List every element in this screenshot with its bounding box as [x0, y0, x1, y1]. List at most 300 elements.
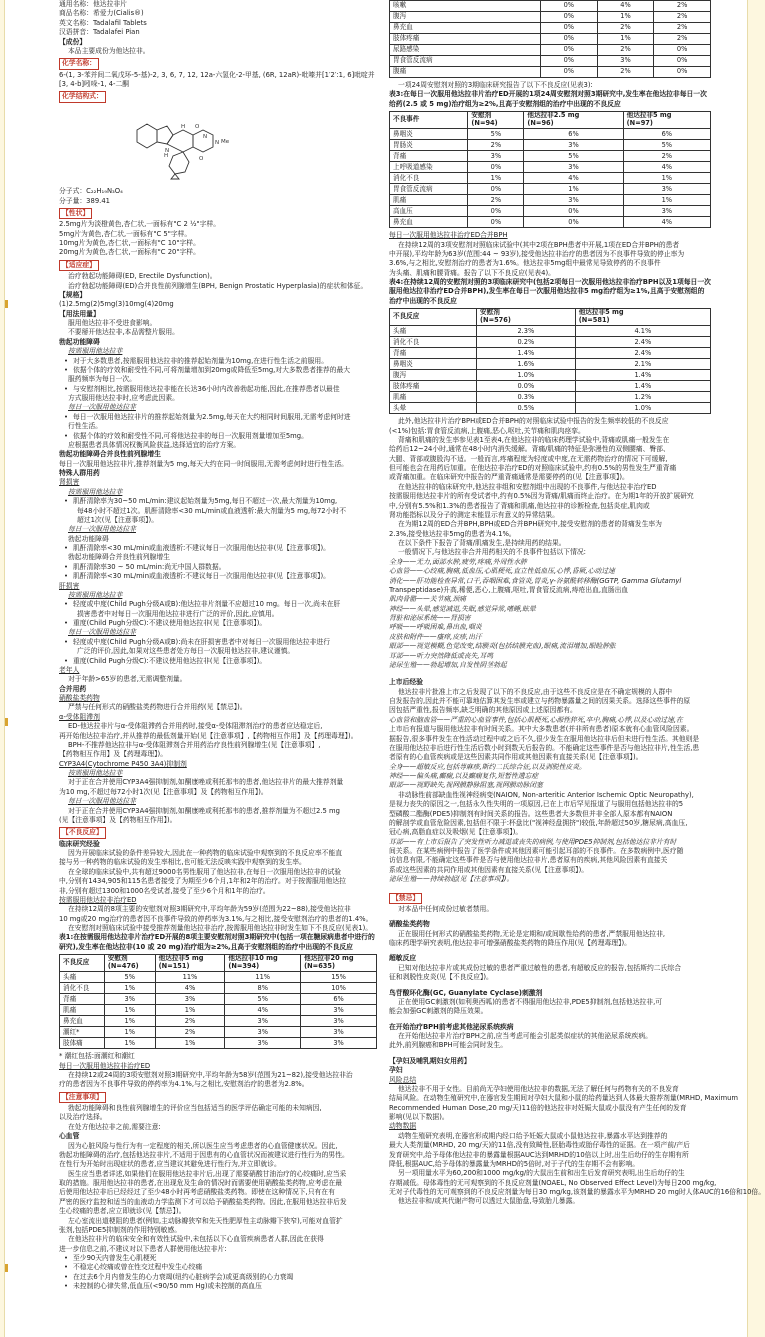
svg-text:O: O [195, 123, 200, 130]
pregnancy-text: 降低,根据AUC,给予母体的暴露量为MRHD的5倍时,对于子代的生存期不会有影响。 [389, 1159, 640, 1168]
table3-header-row [390, 112, 711, 129]
adverse-system-line: 神经——头晕,感觉减退,失眠,感觉异常,嗜睡,眩晕 [389, 604, 536, 613]
adverse-text: 按需服用他达拉非片的所有受试者中,约有0.5%因为背痛/肌痛而终止治疗。在为期1年的开放扩展研究 [389, 492, 694, 501]
usage-text: ED-他达拉非片与α-受体阻滞药合并用药时,接受α-受体阻滞剂治疗的患者应达稳定后, [68, 722, 323, 731]
table-cell: 2% [654, 34, 711, 45]
table-row [390, 151, 711, 162]
usage-text: 对于年龄>65岁的患者,无需调整剂量。 [68, 675, 187, 684]
table-cell: 0.2% [477, 337, 576, 348]
chemical-name-text: 6-(1, 3-苯并间二氧戊环-5-基)-2, 3, 6, 7, 12, 12a-六氢化-2-甲基, (6R, 12aR)-吡嗪并[1′2′:1, 6]吡啶并 [59, 70, 375, 79]
adverse-text: (<1%)包括:胃食管反流病,上腹痛,恶心,呕吐,关节痛和肌肉痉挛。 [389, 426, 585, 435]
table-cell: 潮红* [60, 1027, 105, 1038]
table-cell: 2% [468, 195, 524, 206]
table-cell: 3% [155, 994, 225, 1005]
adverse-text: 中,分别有5.5%和1.3%的患者报告了背痛和肌痛,他达拉非的诊断检查,包括炎症,肌肉或 [389, 501, 650, 510]
table-cell: 0% [541, 12, 598, 23]
table-cell: 1% [104, 1038, 155, 1049]
table-cell: 0% [524, 206, 623, 217]
table-cell: 0.3% [477, 392, 576, 403]
adverse-text: 10 mg或20 mg治疗的患者因不良事件导致的停药率为3.1%,与之相比,接受安慰剂治疗的患者的1.4%。 [59, 914, 373, 923]
svg-text:N: N [165, 147, 170, 154]
table-cell: 3% [225, 1038, 301, 1049]
adverse-system-line: 心血管——心绞痛,胸痛,低血压,心肌梗死,直立性低血压,心悸,昏厥,心动过速 [389, 567, 615, 576]
post-marketing-text: 访信息有限,不能确定这些事件是否与使用他达拉非片,患者原有的疾病,其他风险因素有直接关 [389, 856, 668, 865]
table-row [60, 1005, 377, 1016]
table4-header-cell: 他达拉非5 mg (N=581) [575, 309, 710, 326]
table-cell: 头晕 [390, 403, 477, 414]
table-cell: 0% [541, 1, 598, 12]
svg-text:Me: Me [221, 138, 230, 145]
table-cell: 0% [541, 67, 598, 78]
table-row [390, 12, 711, 23]
adverse-system-line: 消化——肝功能检查异常,口干,吞咽困难,食管炎,胃炎,γ-谷氨酰转移酶(GGTP, Gamma Glutamyl [389, 576, 682, 585]
usage-subheading: 每日一次服用他达拉非 [68, 628, 136, 637]
table3-caption: 表3:在每日一次服用他达拉非片治疗ED开展的1项24周安慰剂对照3期研究中,发生率在他达拉非每日一次给药(2.5 或 5 mg)治疗组为≥2%,且高于安慰剂组的治疗中出现的不良反应 [389, 90, 707, 108]
table-cell: 6% [301, 994, 377, 1005]
post-marketing-text: 泌尿生殖——持续勃起(见【注意事项】)。 [389, 875, 514, 884]
table-cell: 3% [468, 151, 524, 162]
table-row [60, 1038, 377, 1049]
cautions-text: 张剂,包括PDE5抑制剂的作用特别敏感。 [59, 1225, 182, 1234]
traits-text: 10mg片为黄色,杏仁状,一面标有"C 10"字样。 [59, 239, 200, 247]
table1-header-cell: 安慰剂 (N=476) [104, 955, 155, 972]
table-cell: 1% [623, 173, 710, 184]
table-row [60, 1016, 377, 1027]
usage-text: 每48小时不超过1次。肌酐清除率<30 mL/min或血液透析:最大剂量为5 mg,每72小时不 [77, 506, 347, 515]
adverse-system-line: Transpeptidase)升高,稀便,恶心,上腹痛,呕吐,胃食管反流病,痔疮出血,直肠出血 [389, 585, 629, 594]
table-cell: 5% [468, 129, 524, 140]
usage-subheading: 硝酸盐类药物 [59, 694, 100, 702]
drug-english-name: 英文名称：Tadalafil Tablets [59, 18, 147, 27]
table-cell: 11% [155, 972, 225, 983]
table-cell: 0.0% [477, 381, 576, 392]
table-row [390, 23, 711, 34]
table-cell: 0% [541, 45, 598, 56]
adverse-text: 疗的患者因为不良事件导致的停药率为4.1%,与之相比,安慰剂治疗的患者为2.8%。 [59, 1080, 309, 1089]
table-cell: 1% [623, 195, 710, 206]
contraindications-text: 正在服用任何形式的硝酸盐类药物,无论是定期和/或间歇性给药的患者,严禁服用他达拉非, [398, 929, 666, 938]
table-row [390, 67, 711, 78]
table-row [390, 140, 711, 151]
adverse-text: 为头痛、肌痛和腰背痛。报告了以下不良反应(见表4)。 [389, 268, 555, 277]
table-cell: 肌痛 [60, 1005, 105, 1016]
usage-subheading: 勃起功能障碍合并良性前列腺增生 [59, 450, 161, 459]
chemical-name-label: 化学名称： [59, 58, 99, 69]
usage-subheading: 勃起功能障碍 [68, 534, 109, 543]
table-row [390, 195, 711, 206]
table-cell: 1% [597, 12, 654, 23]
indications-text: 治疗勃起功能障碍(ED, Erectile Dysfunction)。 [68, 272, 217, 281]
table1-header-row [60, 955, 377, 972]
table4-header-row [390, 309, 711, 326]
table-cell: 1.4% [575, 370, 710, 381]
table-cell: 3% [225, 1016, 301, 1027]
table-cell: 2% [155, 1016, 225, 1027]
table-cell: 肌痛 [390, 392, 477, 403]
cautions-text: 勃起功能障碍和良性前列腺增生的评价应当包括适当的医学评估确定可能的未知病因, [68, 1104, 322, 1112]
table-cell: 肌痛 [390, 195, 468, 206]
cautions-text: 以及治疗选择。 [59, 1113, 107, 1122]
table-cell: 胃食管反流病 [390, 56, 541, 67]
contraindications-text: 此外,前列腺癌和BPH可能会同时发生。 [389, 1041, 507, 1050]
adverse-system-line: 耳部——听力突然降低或丧失,耳鸣 [389, 651, 494, 660]
pregnancy-text: 最大人类剂量(MRHD, 20 mg/天)的11倍,没有致畸性,胚胎毒性或胎仔毒性的证据。在一项产前/产后 [389, 1141, 690, 1150]
table-row [390, 370, 711, 381]
table1-header-cell: 他达拉非5 mg (N=151) [155, 955, 225, 972]
pregnancy-text: Recommended Human Dose,20 mg/天)11倍的他达拉非对妊娠大鼠或小鼠没有产生任何的发育 [389, 1103, 687, 1112]
table4-caption: 表4:在持续12周的安慰剂对照的3项临床研究中(包括2项每日一次服用他达拉非治疗BPH以及1项每日一次服用他达拉非治疗ED合并BPH),发生率在每日一次服用他达拉非5 mg治疗组为≥1%,且高于安慰剂组的治疗中出现的不良反应 [389, 278, 711, 305]
traits-heading: 【性状】 [59, 208, 92, 219]
table-cell: 0% [468, 184, 524, 195]
usage-text: • 重度(Child Pugh分级C):不建议使用他达拉非(见【注意事项】)。 [59, 657, 377, 666]
table-cell: 0% [654, 56, 711, 67]
usage-text: 严禁与任何形式的硝酸盐类药物进行合并用药(见【禁忌】)。 [68, 703, 247, 712]
cautions-text: 医生应当患者详述,如果他们在服用他达拉非片后,出现了需要硝酸甘油治疗的心绞痛时,应当采 [68, 1169, 347, 1178]
table-cell: 0% [654, 67, 711, 78]
traits-text: 20mg片为黄色,杏仁状,一面标有"C 20"字样。 [59, 248, 200, 257]
table-cell: 4% [524, 173, 623, 184]
cautions-text: 左心室流出道梗阻的患者(例如,主动脉瓣狭窄和先天性肥厚性主动脉瓣下狭窄),可能对血管扩 [68, 1216, 343, 1225]
table-cell: 鼻咽炎 [390, 129, 468, 140]
table-cell: 6% [623, 129, 710, 140]
table-cell: 2% [623, 151, 710, 162]
usage-text: • 肌酐清除率<30 mL/min或血液透析:不建议每日一次服用他达拉非(见【注意事项】)。 [59, 572, 377, 581]
table-cell: 2% [654, 12, 711, 23]
adverse-text: 中开展),平均年龄为63岁(范围:44 ~ 93岁),接受他达拉非治疗的患者因为不良事件导致的停止率为 [389, 249, 685, 258]
document-page [4, 0, 765, 1337]
table-cell: 头痛 [60, 972, 105, 983]
table-cell: 3% [104, 994, 155, 1005]
adverse-text: 3.6%,与之相比,安慰剂治疗的患者为1.6%。他达拉非5mg组中最常见导致停药的不良事件 [389, 259, 661, 268]
table-row [390, 217, 711, 228]
usage-text: BPH-不推荐他达拉非与α-受体阻滞剂合并用药治疗良性前列腺增生(见【注意事项】, [68, 740, 321, 749]
usage-text: 损害患者中对每日一次服用他达拉非进行广泛的评价,因此,应慎用。 [77, 609, 279, 618]
adverse-text: 在以下条件下报告了背痛/肌痛发生,是持续用药的结果。 [398, 539, 566, 547]
table-cell: 3% [623, 206, 710, 217]
table-cell: 11% [225, 972, 301, 983]
table-cell: 2% [468, 140, 524, 151]
composition-heading: 【成份】 [59, 37, 87, 46]
cautions-list-item: • 在过去6个月内曾发生的心力衰竭(纽约心脏病学会)或更高级别的心力衰竭 [59, 1273, 377, 1282]
post-marketing-text: 型磷酸二酯酶(PDE5)抑制剂有时间关系的报告。这些患者大多数但并非全部人原本都有NAION [389, 809, 673, 818]
table-cell: 0% [541, 23, 598, 34]
indications-heading: 【适应症】 [59, 260, 99, 271]
adverse-heading: 【不良反应】 [59, 827, 106, 838]
contraindications-text: 对本品中任何成份过敏者禁用。 [398, 904, 494, 913]
table-cell: 消化不良 [60, 983, 105, 994]
post-marketing-text: 是视力丧失的原因之一,包括永久性失明的一项原因,已在上市后罕见报道了与服用包括他达拉非的5 [389, 800, 684, 809]
table-cell: 15% [301, 972, 377, 983]
cautions-text: 在他达拉非片的临床安全和有效性试验中,未包括以下心血管疾病患者人群,因此在获得 [68, 1235, 324, 1244]
cautions-text: 进一步信息之前,不建议对以下患者人群使用他达拉非片: [59, 1244, 227, 1253]
table-cell: 鼻充血 [60, 1016, 105, 1027]
table-cell: 1% [524, 184, 623, 195]
usage-subheading: 每日一次服用他达拉非 [68, 797, 136, 806]
chemical-structure-diagram [129, 108, 259, 180]
usage-text: 服用他达拉非不受进食影响。 [68, 319, 157, 327]
table-cell: 高血压 [390, 206, 468, 217]
usage-text: • 依据个体的疗效和耐受性不同,可将他达拉非的每日一次服用剂量增加至5mg。 [59, 432, 377, 441]
table-cell: 1.0% [575, 403, 710, 414]
adverse-text: 在为期12周的ED合并BPH,BPH或ED合并BPH研究中,接受安慰剂的患者的背痛发生率为 [398, 520, 662, 529]
usage-text: 对于正在合并使用CYP3A4强抑制剂,如酮康唑或利托那韦的患者,他达拉非片的最大推荐剂量 [68, 778, 344, 787]
post-marketing-text: 者原有的心血管疾病或是这些因素共同作用或其他因素有直接关系(见【注意事项】)。 [389, 753, 643, 762]
pregnancy-text: 他达拉非和/或其代谢产物可以透过大鼠胎盘,导致胎儿暴露。 [398, 1197, 580, 1206]
usage-subheading: 按需服用他达拉非 [68, 590, 123, 599]
usage-text: • 对于大多数患者,按需服用他达拉非的推荐起始剂量为10mg,在进行性生活之前服用。 [59, 357, 377, 366]
table-cell: 10% [301, 983, 377, 994]
table-cell: 1.4% [477, 348, 576, 359]
adverse-table-4 [389, 308, 711, 414]
post-marketing-heading: 上市后经验 [389, 678, 423, 687]
post-marketing-text: 冠心病,高脂血症以及吸烟(见【注意事项】)。 [389, 828, 523, 837]
adverse-text: 但可能也会在用药后加重。在他达拉非治疗ED的对照临床试验中,约有0.5%的男性发生严重背痛 [389, 464, 677, 472]
contraindications-text: 能会加强GC刺激剂的降压效果。 [389, 1007, 488, 1016]
usage-heading: 【用法用量】 [59, 309, 100, 318]
cautions-text: 取的措施。服用他达拉非的患者,在出现危及生命的情况时而需要使用硝酸盐类药物,应考虑在最 [59, 1179, 342, 1187]
usage-subheading: 每日一次服用他达拉非 [68, 403, 136, 412]
cautions-list-item: • 至少90天内曾发生心肌梗死 [59, 1254, 377, 1263]
adverse-system-line: 呼吸——呼吸困难,鼻出血,咽炎 [389, 623, 482, 632]
table1-header-cell: 他达拉非20 mg (N=635) [301, 955, 377, 972]
post-marketing-text: 神经——偏头痛,癫痫,以及癫痫复作,短暂性遗忘症 [389, 772, 539, 780]
usage-text: • 肌酐清除率30 ~ 50 mL/min:尚无中国人群数据。 [59, 563, 377, 572]
table3-header-cell: 他达拉非2.5 mg (N=96) [524, 112, 623, 129]
table-cell: 消化不良 [390, 173, 468, 184]
table-cell: 0% [654, 45, 711, 56]
contraindications-text: 临床药理学研究表明,他达拉非可增强硝酸盐类药物的降压作用(见【药理毒理】)。 [389, 939, 631, 947]
post-marketing-text: 他达拉非片批准上市之后发现了以下的不良反应,由于这些不良反应是在不确定规模的人群中 [398, 687, 673, 696]
usage-text: • 轻度或中度(Child Pugh分级A或B):他达拉非片剂量不应超过10 mg。每日一次,尚未在肝 [59, 600, 377, 609]
usage-text: 不要掰开他达拉非,本品需整片服用。 [68, 328, 179, 337]
pregnancy-text: 无对子代毒性的无可观察到的不良反应剂量为每日30 mg/kg,该剂量的暴露水平为MRHD 20 mg时人体AUC的16倍和10倍。 [389, 1188, 765, 1196]
post-marketing-text: 间关系。在某些病例中报告了医学条件或其他因素可能引起耳部的不良事件。在多数病例中,医疗随 [389, 847, 684, 855]
pregnancy-text: 动物生殖研究表明,在器官形成期内经口给予妊娠大鼠或小鼠他达拉非,暴露水平达到推荐的 [398, 1131, 668, 1140]
usage-text: 再开始他达拉非治疗,并从推荐的最低剂量开始(见【注意事项】,【药物相互作用】及【药理毒理】)。 [59, 731, 358, 740]
post-marketing-text: 的解剖学或血管危险因素,包括但不限于:杯盘比("视神经盘拥挤")较低,年龄超过50岁,糖尿病,高血压, [389, 818, 688, 827]
adverse-system-line: 肌肉骨骼——关节痛,颈痛 [389, 595, 466, 604]
table-cell: 3% [524, 140, 623, 151]
adverse-text: 在安慰剂对照临床试验中接受推荐剂量他达拉非治疗,按需服用他达拉非时发生如下不良反应(见表1)。 [68, 924, 373, 932]
table4-header-cell: 安慰剂 (N=576) [477, 309, 576, 326]
table-cell: 1.0% [477, 370, 576, 381]
usage-subheading: 勃起功能障碍合并良性前列腺增生 [68, 553, 170, 562]
specs-heading: 【规格】 [59, 290, 87, 299]
adverse-text: 给药后12~24小时,通常在48小时内消失缓解。背痛/肌痛的特征是弥漫性的双侧腰痛、臀部、 [389, 445, 670, 454]
table-cell: 1% [597, 34, 654, 45]
table-cell: 3% [301, 1016, 377, 1027]
table-cell: 2.1% [575, 359, 710, 370]
table-cell: 4% [597, 1, 654, 12]
adverse-text: 接与另一种药物的临床试验的发生率相比,也可能无法反映实践中观察到的发生率。 [59, 858, 306, 867]
pregnancy-text: 另一项用量水平为60,200和1000 mg/kg/的大鼠出生前和出生后发育研究表明,出生后幼仔的生 [398, 1169, 685, 1178]
adverse-text: 一项24周安慰剂对照的3期临床研究报告了以下不良反应(见表3): [398, 81, 593, 89]
usage-text: 超过1次(见【注意事项】)。 [77, 515, 158, 524]
margin-marker [5, 718, 8, 726]
adverse-table-1 [59, 954, 377, 1049]
cautions-heading: 【注意事项】 [59, 1092, 106, 1103]
adverse-text: 背痛和肌痛的发生率参见表1至表4,在他达拉非的临床药理学试验中,背痛或肌痛一般发生在 [398, 435, 670, 444]
pregnancy-heading: 【孕妇及哺乳期妇女用药】 [389, 1056, 471, 1065]
table-cell: 2% [597, 45, 654, 56]
molecular-formula: 分子式：C₂₂H₁₉N₃O₄ [59, 187, 123, 196]
table-cell: 0% [541, 56, 598, 67]
usage-text: • 肌酐清除率<30 mL/min或血液透析:不建议每日一次服用他达拉非(见【注意事项】)。 [59, 544, 377, 553]
post-marketing-text: 在服用他达拉非后进行性生活后数小时到数天后报告的。不能确定这些事件是否与他达拉非片,性生活,患 [389, 743, 700, 752]
margin-marker [5, 300, 8, 308]
svg-text:H: H [164, 152, 169, 159]
table-cell: 2% [654, 1, 711, 12]
usage-text: 行性生活。 [68, 422, 102, 431]
contraindications-subheading: 在开始治疗BPH前考虑其他泌尿系统疾病 [389, 1022, 514, 1031]
usage-subheading: 肝损害 [59, 581, 80, 590]
table-cell: 肢体疼痛 [390, 34, 541, 45]
post-marketing-text: 上市后有报道与服用他达拉非有时间关系。其中大多数患者(并非所有患者)原本就有心血管风险因素。 [389, 725, 694, 734]
cautions-list-item: • 未控制的心律失常,低血压(<90/50 mm Hg)或未控制的高血压 [59, 1282, 377, 1291]
table-cell: 咳嗽 [390, 1, 541, 12]
table-cell: 5% [225, 994, 301, 1005]
svg-text:N: N [215, 139, 220, 146]
adverse-text: 中,分别有1434,905和115名患者接受了为期至少6个月,1年和2年的治疗。对于按需服用他达拉 [59, 877, 346, 886]
table-cell: 上呼吸道感染 [390, 162, 468, 173]
adverse-system-line: 眼部——视觉模糊,色觉改变,结膜炎(包括结膜充血),眼痛,流泪增加,眼睑肿胀 [389, 642, 616, 651]
usage-subheading: α-受体阻滞剂 [59, 712, 100, 721]
adverse-text: 或背痛加重。在临床研究中报告的严重背痛通常是需要停药的(见【注意事项】)。 [389, 473, 629, 482]
table-cell: 3% [301, 1027, 377, 1038]
table-row [390, 337, 711, 348]
table-cell: 腹泻 [390, 370, 477, 381]
adverse-subheading: 临床研究经验 [59, 839, 100, 848]
table-cell: 胃食管反流病 [390, 184, 468, 195]
table-cell: 1% [155, 1038, 225, 1049]
adverse-text: 非,分别有超过1300和1000名受试者,接受了至少6个月和1年的治疗。 [59, 886, 270, 895]
molecular-weight: 分子量：389.41 [59, 196, 110, 205]
table-row [390, 206, 711, 217]
table-cell: 2.4% [575, 348, 710, 359]
table-row [390, 381, 711, 392]
table-cell: 3% [623, 184, 710, 195]
drug-common-name: 通用名称：他达拉非片 [59, 0, 127, 8]
cautions-text: 后使用他达拉非后已经经过了至少48小时再考虑硝酸盐类药物。即使在这种情况下,只有在有 [59, 1188, 335, 1197]
table-cell: 背痛 [390, 151, 468, 162]
table-cell: 胃肠炎 [390, 140, 468, 151]
table-cell: 0% [541, 34, 598, 45]
table-row [390, 359, 711, 370]
adverse-subheading: 每日一次服用他达拉非治疗ED合并BPH [389, 231, 508, 240]
table-cell: 1% [104, 1016, 155, 1027]
adverse-system-line: 泌尿生殖——勃起增加,自发性阴茎勃起 [389, 660, 507, 669]
table1-header-cell: 他达拉非10 mg (N=394) [225, 955, 301, 972]
pregnancy-text: 发育研究中,给予母体他达拉非的暴露量根据AUC达到MRHD的10倍以上时,出生后幼仔的生存期有所 [389, 1150, 689, 1159]
contraindications-text: 正在使用GC刺激剂(如利奥西呱)的患者不得服用他达拉非,PDE5抑制剂,包括他达拉非,可 [398, 997, 663, 1006]
composition-text: 本品主要成份为他达拉非。 [68, 46, 150, 55]
table-cell: 背痛 [390, 348, 477, 359]
table-cell: 3% [597, 56, 654, 67]
table-cell: 鼻充血 [390, 23, 541, 34]
table1-note: * 潮红包括:面潮红和潮红 [59, 1052, 135, 1061]
table-cell: 4% [225, 1005, 301, 1016]
pregnancy-subheading: 风险总结 [389, 1075, 417, 1084]
adverse-text: 在他达拉非的临床研究中,他达拉非组和安慰剂组中出现的不良事件,与他达拉非治疗ED [398, 482, 657, 491]
table-cell: 1.6% [477, 359, 576, 370]
cautions-text: 因为心脏风险与性行为有一定程度的相关,所以医生应当考虑患者的心血管健康状况。因此, [68, 1141, 338, 1150]
post-marketing-text: 心血管和脑血管——严重的心血管事件,包括心肌梗死,心源性猝死,卒中,胸痛,心悸,以及心动过速,在 [389, 715, 683, 724]
usage-text: 对于正在合并使用CYP3A4强抑制剂,如酮康唑或利托那韦的患者,推荐剂量为不超过2.5 mg [68, 806, 340, 815]
table-cell: 4.1% [575, 326, 710, 337]
contraindications-subheading: 超敏反应 [389, 954, 417, 963]
pregnancy-text: 他达拉非不用于女性。目前尚无孕妇使用他达拉非的数据,无法了解任何与药物有关的不良发育 [398, 1084, 679, 1093]
table1-header-cell: 不良反应 [60, 955, 105, 972]
table-cell: 鼻咽炎 [390, 359, 477, 370]
usage-text: 应根据患者具体情况权衡风险获益,选择适宜的治疗方案。 [68, 440, 241, 449]
adverse-text: 大腿、背部或腹股沟不适。一般而言,疼痛程度为轻度或中度,在无需药物治疗的情况下可缓解, [389, 454, 668, 463]
table-cell: 2% [155, 1027, 225, 1038]
contraindications-text: 已知对他达拉非片或其成份过敏的患者严重过敏性的患者,有超敏反应的报告,包括斯约二氏综合 [398, 963, 681, 972]
table-cell: 0% [468, 206, 524, 217]
table-row [390, 162, 711, 173]
usage-subheading: CYP3A4(Cytochrome P450 3A4)抑制剂 [59, 759, 187, 768]
post-marketing-text: 系或这些因素的共同作用或其他因素有直接关系(见【注意事项】)。 [389, 865, 589, 874]
usage-text: (见【注意事项】及【药物相互作用】)。 [59, 815, 177, 824]
usage-subheading: 按需服用他达拉非 [68, 487, 123, 496]
adverse-text: 因为开展临床试验的条件差异较大,因此在一种药物的临床试验中观察到的不良反应率不能直 [68, 849, 343, 857]
adverse-text: 2.3%,接受他达拉非5mg的患者为4.1%。 [389, 529, 516, 538]
table-cell: 背痛 [60, 994, 105, 1005]
usage-text: 【药物相互作用】及【药理毒理】)。 [59, 750, 168, 759]
table-cell: 8% [225, 983, 301, 994]
table-cell: 4% [155, 983, 225, 994]
cautions-text: 生心绞痛的患者,应立即就诊(见【禁忌】)。 [59, 1207, 186, 1216]
table-row [60, 994, 377, 1005]
usage-text: 广泛的评价,因此,如果对这些患者处方每日一次服用他达拉非,建议谨慎。 [77, 647, 295, 656]
drug-trade-name: 商品名称：希爱力(Cialis®) [59, 9, 144, 18]
post-marketing-text: 据报告,很多事件发生在性活动过程中或之后不久,很少发生在服用他达拉非后但未进行性生活。其他则是 [389, 734, 700, 743]
usage-text: 方式服用他达拉非时,应考虑此因素。 [68, 394, 179, 402]
pregnancy-text: 影响(见以下数据)。 [389, 1113, 449, 1121]
table-cell: 3% [301, 1038, 377, 1049]
adverse-text: 在持续12或24周的3项安慰剂对照3期研究中,平均年龄为58岁(范围为21~82),接受他达拉非治 [68, 1070, 353, 1079]
table-cell: 5% [104, 972, 155, 983]
table-cell: 1% [155, 1005, 225, 1016]
table-cell: 1% [104, 1027, 155, 1038]
usage-subheading: 按需服用他达拉非 [68, 769, 123, 777]
table-row [390, 326, 711, 337]
adverse-table-3 [389, 111, 711, 228]
drug-pinyin-name: 汉语拼音：Tadalafei Pian [59, 28, 140, 37]
table-row [390, 129, 711, 140]
table-cell: 消化不良 [390, 337, 477, 348]
table-cell: 1% [104, 983, 155, 994]
table-cell: 1% [104, 1005, 155, 1016]
pregnancy-text: 结局风险。在动物生殖研究中,在器官发生期间对孕妇大鼠和小鼠的给药量达到人体最大推荐剂量(MRHD, Maximum [389, 1094, 739, 1103]
table-row [390, 403, 711, 414]
adverse-system-line: 肾脏和泌尿系统——肾损害 [389, 614, 471, 622]
adverse-text: 在持续12周的8项主要的安慰剂对照3期研究中,平均年龄为59岁(范围为22~88),接受他达拉非 [68, 905, 351, 914]
table-row [60, 972, 377, 983]
table-cell: 鼻充血 [390, 217, 468, 228]
adverse-text: 在持续12周的3项安慰剂对照临床试验中(其中2项在BPH患者中开展,1项在ED合并BPH的患者 [398, 240, 680, 249]
cautions-text: 严密的医疗监控和适当的血液动力学监测下才可以给予硝酸盐类药物。因此,在服用他达拉非后发 [59, 1197, 347, 1206]
contraindications-text: 在开始他达拉非片治疗BPH之前,应当考虑可能会引起类似症状的其他泌尿系统疾病。 [398, 1032, 652, 1040]
table-cell: 肢体疼痛 [390, 381, 477, 392]
usage-subheading: 勃起功能障碍 [59, 337, 100, 346]
table-cell: 3% [524, 162, 623, 173]
adverse-system-line: 皮肤和附件——瘙痒,皮疹,出汗 [389, 632, 482, 641]
contraindications-heading: 【禁忌】 [389, 893, 422, 904]
table-cell: 4% [623, 162, 710, 173]
table-cell: 2% [597, 23, 654, 34]
table-cell: 2% [654, 23, 711, 34]
